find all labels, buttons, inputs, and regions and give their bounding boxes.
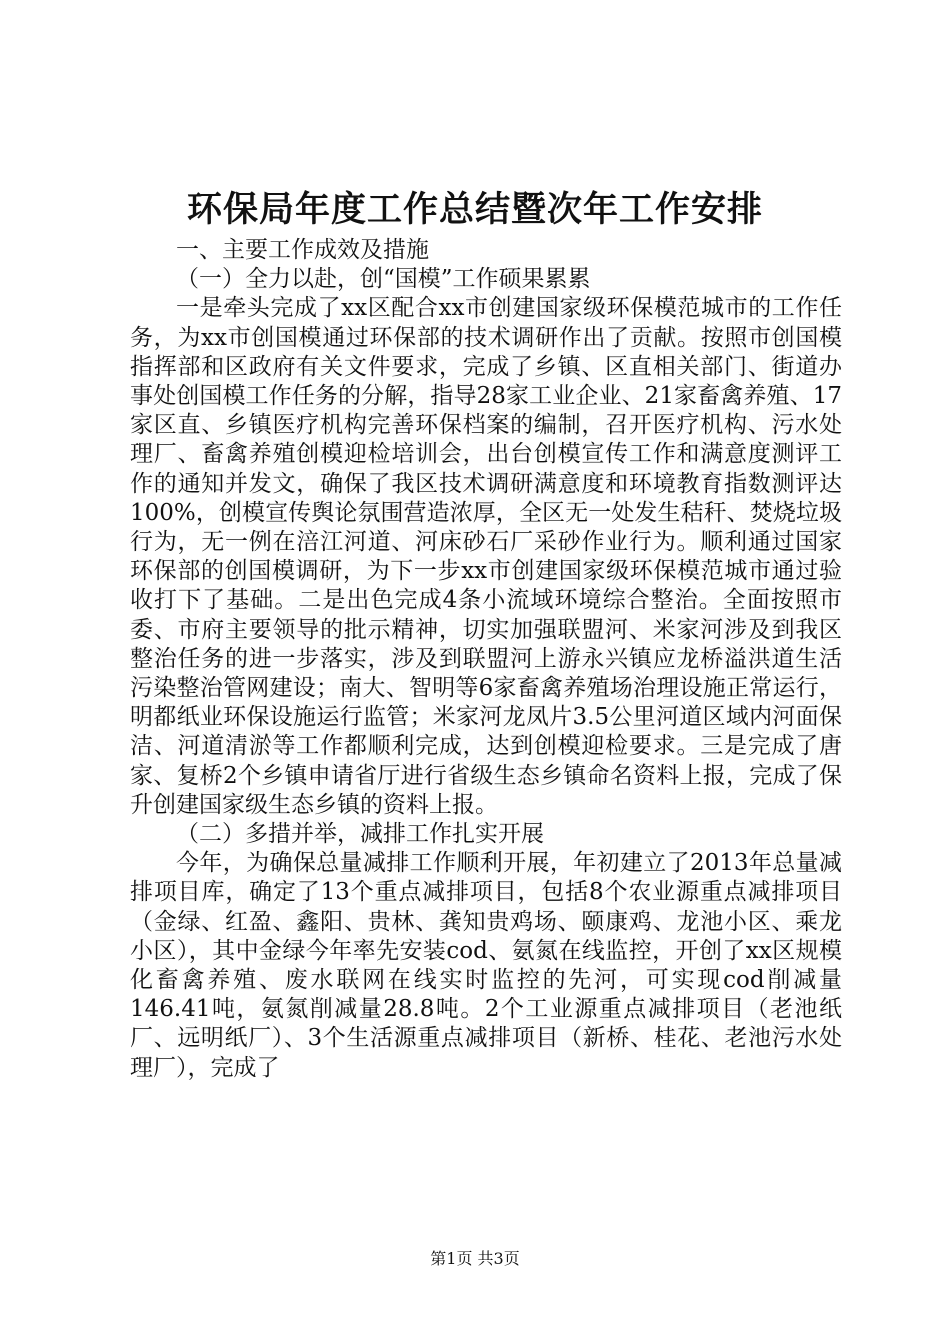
section-heading: 一、主要工作成效及措施 (176, 237, 429, 263)
page-footer: 第1页 共3页 (430, 1249, 520, 1268)
paragraph-1: 一是牵头完成了xx区配合xx市创建国家级环保模范城市的工作任务，为xx市创国模通过环保部的技术调研作出了贡献。按照市创国模指挥部和区政府有关文件要求，完成了乡镇、区直相关部门、街道办事处创国模工作任务的分解，指导28家工业企业、21家畜禽养殖、17家区直、乡镇医疗机构完善环保档案的编制，召开医疗机构、污水处理厂、畜禽养殖创模迎检培训会，出台创模宣传工作和满意度测评工作的通知并发文，确保了我区技术调研满意度和环境教育指数测评达100%，创模宣传舆论氛围营造浓厚，全区无一处发生秸秆、焚烧垃圾行为，无一例在涪江河道、河床砂石厂采砂作业行为。顺利通过国家环保部的创国模调研，为下一步xx市创建国家级环保模范城市通过验收打下了基础。二是出色完成4条小流域环境综合整治。全面按照市委、市府主要领导的批示精神，切实加强联盟河、米家河涉及到我区整治任务的进一步落实，涉及到联盟河上游永兴镇应龙桥溢洪道生活污染整治管网建设；南大、智明等6家畜禽养殖场治理设施正常运行，明都纸业环保设施运行监管；米家河龙凤片3.5公里河道区域内河面保洁、河道清淤等工作都顺利完成，达到创模迎检要求。三是完成了唐家、复桥2个乡镇申请省厅进行省级生态乡镇命名资料上报，完成了保升创建国家级生态乡镇的资料上报。 (130, 295, 842, 818)
document-title: 环保局年度工作总结暨次年工作安排 (186, 189, 763, 230)
subsection-heading-2: （二）多措并举，减排工作扎实开展 (176, 821, 544, 848)
subsection-heading-1: （一）全力以赴，创“国模”工作硕果累累 (176, 266, 591, 293)
paragraph-2: 今年，为确保总量减排工作顺利开展，年初建立了2013年总量减排项目库，确定了13个重点减排项目，包括8个农业源重点减排项目（金绿、红盈、鑫阳、贵林、龚知贵鸡场、颐康鸡、龙池小区、乘龙小区），其中金绿今年率先安装cod、氨氮在线监控，开创了xx区规模化畜禽养殖、废水联网在线实时监控的先河，可实现cod削减量146.41吨，氨氮削减量28.8吨。2个工业源重点减排项目（老池纸厂、远明纸厂）、3个生活源重点减排项目（新桥、桂花、老池污水处理厂），完成了 (130, 850, 842, 1081)
document-body (130, 236, 842, 1083)
